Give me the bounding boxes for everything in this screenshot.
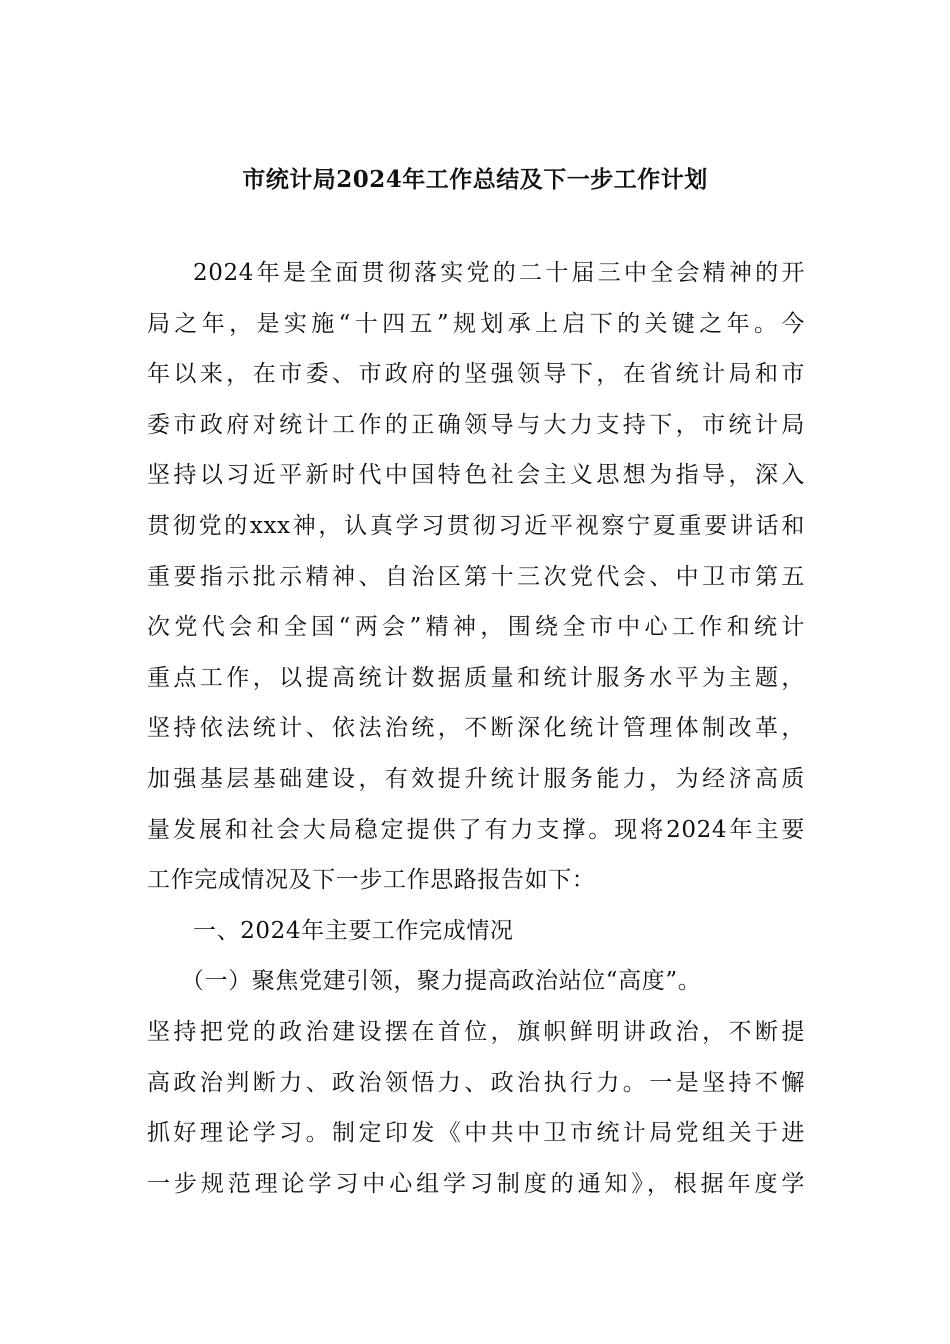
paragraph-line: 重要指示批示精神、自治区第十三次党代会、中卫市第五	[147, 563, 805, 590]
document-body	[147, 248, 805, 1209]
paragraph-line: 量发展和社会大局稳定提供了有力支撑。现将2024年主要	[147, 816, 805, 843]
paragraph-line: 坚持依法统计、依法治统，不断深化统计管理体制改革，	[147, 715, 805, 742]
paragraph-line: 高政治判断力、政治领悟力、政治执行力。一是坚持不懈	[147, 1069, 805, 1096]
section-heading: 一、2024年主要工作完成情况	[193, 917, 514, 944]
paragraph-line: 抓好理论学习。制定印发《中共中卫市统计局党组关于进	[147, 1120, 805, 1147]
paragraph-line: 2024年是全面贯彻落实党的二十届三中全会精神的开	[193, 260, 805, 286]
document-title: 市统计局2024年工作总结及下一步工作计划	[242, 166, 708, 193]
paragraph-line: 次党代会和全国“两会”精神，围绕全市中心工作和统计	[147, 614, 805, 641]
paragraph-intro	[147, 248, 805, 906]
paragraph-line: 坚持把党的政治建设摆在首位，旗帜鲜明讲政治，不断提	[147, 1018, 805, 1045]
paragraph-line: （一）聚焦党建引领，聚力提高政治站位“高度”。	[181, 968, 702, 995]
paragraph-line: 贯彻党的xxx神，认真学习贯彻习近平视察宁夏重要讲话和	[147, 512, 805, 539]
paragraph-line: 坚持以习近平新时代中国特色社会主义思想为指导，深入	[147, 462, 805, 489]
paragraph-line: 局之年，是实施“十四五”规划承上启下的关键之年。今	[147, 310, 805, 337]
paragraph-line: 委市政府对统计工作的正确领导与大力支持下，市统计局	[147, 411, 805, 438]
paragraph-line: 加强基层基础建设，有效提升统计服务能力，为经济高质	[147, 765, 805, 792]
paragraph-section-1	[147, 956, 805, 1209]
paragraph-line: 年以来，在市委、市政府的坚强领导下，在省统计局和市	[147, 361, 805, 388]
paragraph-line: 工作完成情况及下一步工作思路报告如下：	[147, 867, 596, 894]
paragraph-line: 一步规范理论学习中心组学习制度的通知》，根据年度学	[147, 1170, 805, 1197]
paragraph-line: 重点工作，以提高统计数据质量和统计服务水平为主题，	[147, 664, 805, 691]
